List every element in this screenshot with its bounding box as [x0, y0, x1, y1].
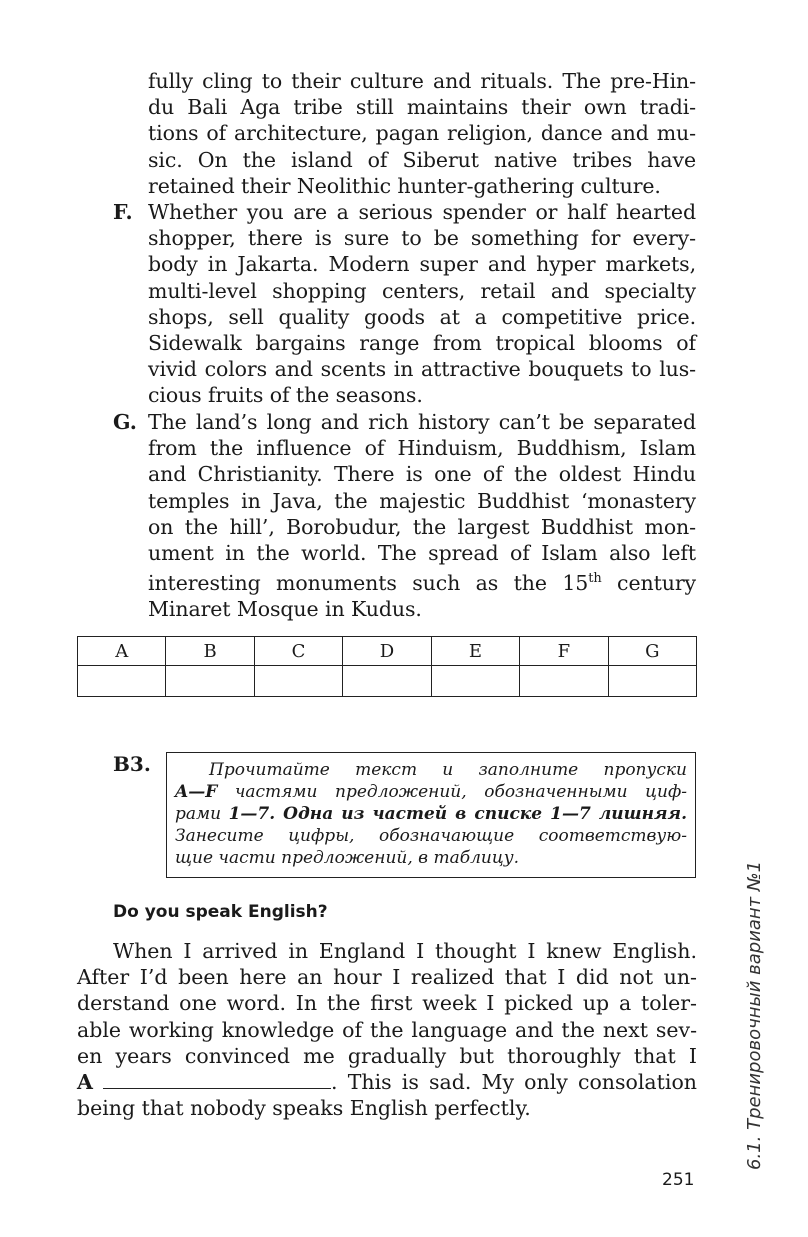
instruction-fragment: частями предложений, обозначенными циф-: [217, 782, 687, 802]
text-line: multi-level shopping centers, retail and specialty: [148, 278, 696, 303]
answer-header-cell: B: [166, 637, 254, 666]
section-e-continuation: [148, 68, 696, 199]
text-line: body in Jakarta. Modern super and hyper markets,: [148, 252, 696, 277]
text-fragment: century: [601, 571, 696, 596]
text-line: derstand one word. In the first week I picked up a toler-: [77, 991, 697, 1016]
section-f-text: [148, 199, 696, 409]
superscript: th: [588, 571, 602, 587]
text-line: du Bali Aga tribe still maintains their own tradi-: [148, 95, 696, 120]
instruction-box: [166, 752, 696, 878]
gap-blank[interactable]: [103, 1070, 331, 1089]
answer-input-cell[interactable]: [343, 666, 431, 697]
answer-table-header-row: [78, 637, 697, 666]
text-line: on the hill’, Borobudur, the largest Buddhist mon-: [148, 514, 696, 539]
text-line: [77, 1069, 697, 1095]
text-title: Do you speak English?: [113, 902, 328, 922]
text-line: Minaret Mosque in Kudus.: [148, 597, 422, 622]
answer-header-cell: C: [254, 637, 342, 666]
instruction-line: [175, 803, 687, 825]
answer-header-cell: G: [608, 637, 696, 666]
text-line: en years convinced me gradually but thoroughly that I: [77, 1043, 697, 1068]
text-line: vivid colors and scents in attractive bouquets to lus-: [148, 357, 696, 382]
section-g-text: [148, 409, 696, 622]
answer-header-cell: F: [520, 637, 608, 666]
answer-input-cell[interactable]: [431, 666, 519, 697]
text-fragment: interesting monuments such as the 15: [148, 571, 589, 596]
text-line: shops, sell quality goods at a competitive price.: [148, 304, 696, 329]
text-line: shopper, there is sure to be something for every-: [148, 226, 696, 251]
text-line: retained their Neolithic hunter-gathering culture.: [148, 173, 661, 198]
instruction-line: щие части предложений, в таблицу.: [175, 848, 519, 868]
text-line: from the influence of Hinduism, Buddhism, Islam: [148, 436, 696, 461]
text-line: temples in Java, the majestic Buddhist ‘monastery: [148, 488, 696, 513]
text-line: and Christianity. There is one of the oldest Hindu: [148, 462, 696, 487]
answer-header-cell: D: [343, 637, 431, 666]
answer-table-input-row: [78, 666, 697, 697]
task-label: B3.: [113, 752, 151, 776]
answer-header-cell: E: [431, 637, 519, 666]
answer-input-cell[interactable]: [520, 666, 608, 697]
answer-input-cell[interactable]: [608, 666, 696, 697]
page-number: 251: [662, 1170, 695, 1190]
text-line: cious fruits of the seasons.: [148, 383, 423, 408]
text-line: ument in the world. The spread of Islam also left: [148, 541, 696, 566]
text-line: able working knowledge of the language and the next sev-: [77, 1017, 697, 1042]
section-f-marker: F.: [113, 200, 133, 224]
answer-input-cell[interactable]: [254, 666, 342, 697]
instruction-line: Занесите цифры, обозначающие соответствую-: [175, 826, 687, 846]
instruction-line: [175, 781, 687, 803]
text-line: Whether you are a serious spender or half hearted: [148, 200, 696, 224]
text-line: being that nobody speaks English perfectly.: [77, 1096, 531, 1121]
answer-input-cell[interactable]: [78, 666, 166, 697]
answer-table: [77, 636, 697, 697]
section-g-marker: G.: [113, 410, 137, 434]
instruction-bold: A—F: [175, 782, 218, 802]
text-line: Sidewalk bargains range from tropical blooms of: [148, 331, 696, 356]
text-fragment: . This is sad. My only consolation: [331, 1070, 697, 1095]
answer-header-cell: A: [78, 637, 166, 666]
text-line: The land’s long and rich history can’t be separated: [148, 410, 696, 434]
text-line: sic. On the island of Siberut native tribes have: [148, 147, 696, 172]
text-line: [148, 566, 696, 596]
instruction-fragment: рами: [175, 804, 229, 824]
text-line: After I’d been here an hour I realized that I did not un-: [77, 965, 697, 990]
text-line: fully cling to their culture and rituals. The pre-Hin-: [148, 69, 696, 93]
text-line: When I arrived in England I thought I knew English.: [113, 939, 697, 963]
answer-input-cell[interactable]: [166, 666, 254, 697]
gap-label: A: [77, 1070, 93, 1095]
sidebar-section-label: 6.1. Тренировочный вариант №1: [744, 860, 765, 1170]
text-line: tions of architecture, pagan religion, dance and mu-: [148, 121, 696, 146]
main-text: [77, 938, 697, 1121]
instruction-bold: 1—7. Одна из частей в списке 1—7 лишняя.: [228, 804, 687, 824]
instruction-line: Прочитайте текст и заполните пропуски: [209, 760, 687, 780]
